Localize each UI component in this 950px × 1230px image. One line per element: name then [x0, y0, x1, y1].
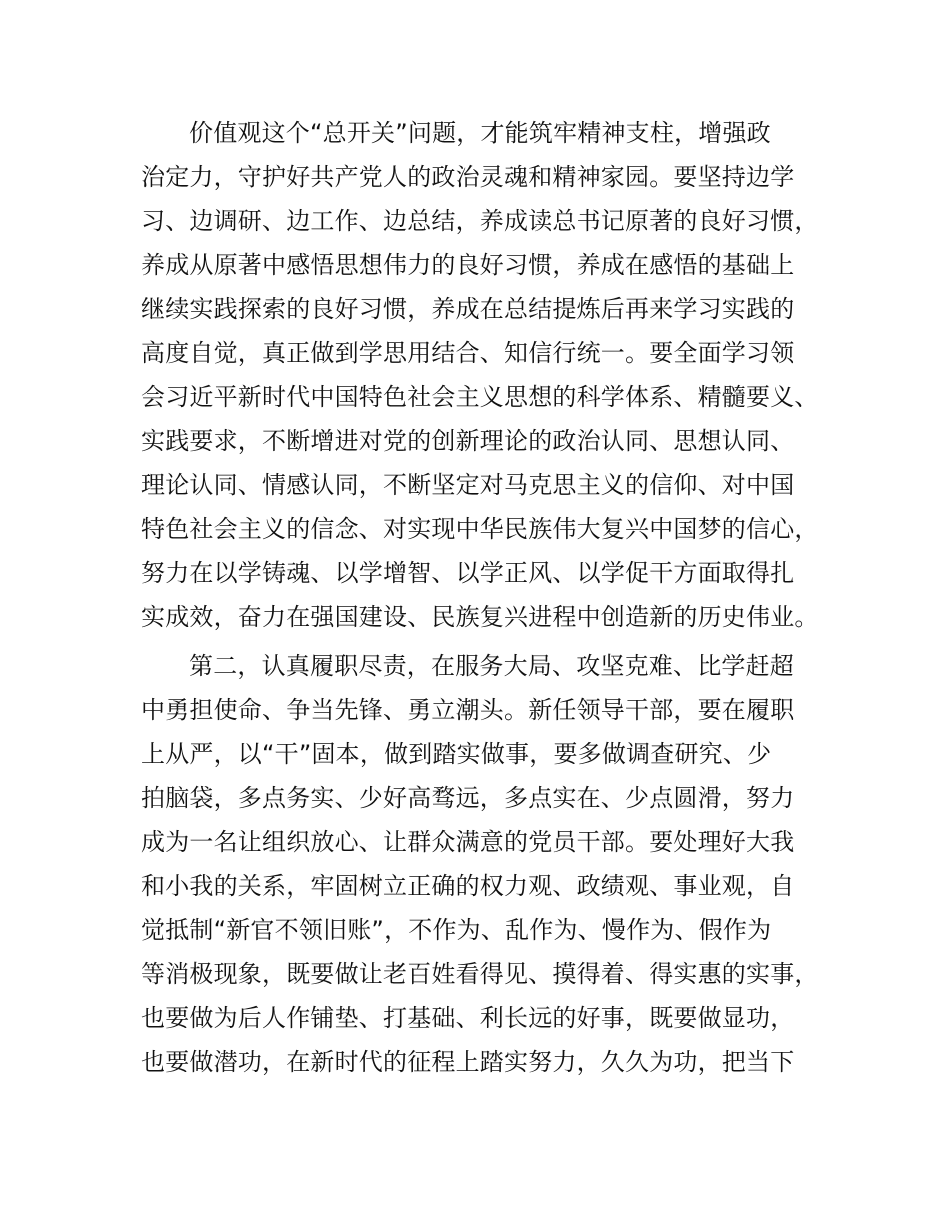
paragraph-2-line-1: 第二，认真履职尽责，在服务大局、攻坚克难、比学赶超 — [189, 652, 794, 680]
paragraph-2-line-10: 也要做潜功，在新时代的征程上踏实努力，久久为功，把当下 — [141, 1048, 795, 1076]
paragraph-1-line-10: 特色社会主义的信念、对实现中华民族伟大复兴中国梦的信心， — [141, 515, 819, 543]
paragraph-1-line-3: 习、边调研、边工作、边总结，养成读总书记原著的良好习惯， — [141, 207, 819, 235]
paragraph-1-line-4: 养成从原著中感悟思想伟力的良好习惯，养成在感悟的基础上 — [141, 251, 795, 279]
paragraph-2-line-8: 等消极现象，既要做让老百姓看得见、摸得着、得实惠的实事， — [141, 960, 819, 988]
paragraph-2-line-7: 觉抵制“新官不领旧账”，不作为、乱作为、慢作为、假作为 — [141, 916, 772, 944]
paragraph-2-line-2: 中勇担使命、争当先锋、勇立潮头。新任领导干部，要在履职 — [141, 696, 795, 724]
paragraph-1-line-5: 继续实践探索的良好习惯，养成在总结提炼后再来学习实践的 — [141, 295, 795, 323]
paragraph-1-line-7: 会习近平新时代中国特色社会主义思想的科学体系、精髓要义、 — [141, 383, 819, 411]
paragraph-1-line-11: 努力在以学铸魂、以学增智、以学正风、以学促干方面取得扎 — [141, 559, 795, 587]
paragraph-2-line-3: 上从严，以“干”固本，做到踏实做事，要多做调查研究、少 — [141, 740, 772, 768]
paragraph-2-line-4: 拍脑袋，多点务实、少好高骛远，多点实在、少点圆滑，努力 — [141, 784, 795, 812]
paragraph-1-line-1: 价值观这个“总开关”问题，才能筑牢精神支柱，增强政 — [189, 119, 771, 147]
paragraph-1-line-9: 理论认同、情感认同，不断坚定对马克思主义的信仰、对中国 — [141, 471, 795, 499]
paragraph-2-line-5: 成为一名让组织放心、让群众满意的党员干部。要处理好大我 — [141, 828, 795, 856]
paragraph-1-line-2: 治定力，守护好共产党人的政治灵魂和精神家园。要坚持边学 — [141, 163, 795, 191]
paragraph-1-line-8: 实践要求，不断增进对党的创新理论的政治认同、思想认同、 — [141, 427, 795, 455]
paragraph-1-line-6: 高度自觉，真正做到学思用结合、知信行统一。要全面学习领 — [141, 339, 795, 367]
paragraph-2-line-6: 和小我的关系，牢固树立正确的权力观、政绩观、事业观，自 — [141, 872, 795, 900]
paragraph-2-line-9: 也要做为后人作铺垫、打基础、利长远的好事，既要做显功， — [141, 1004, 795, 1032]
paragraph-1-line-12: 实成效，奋力在强国建设、民族复兴进程中创造新的历史伟业。 — [141, 603, 819, 631]
